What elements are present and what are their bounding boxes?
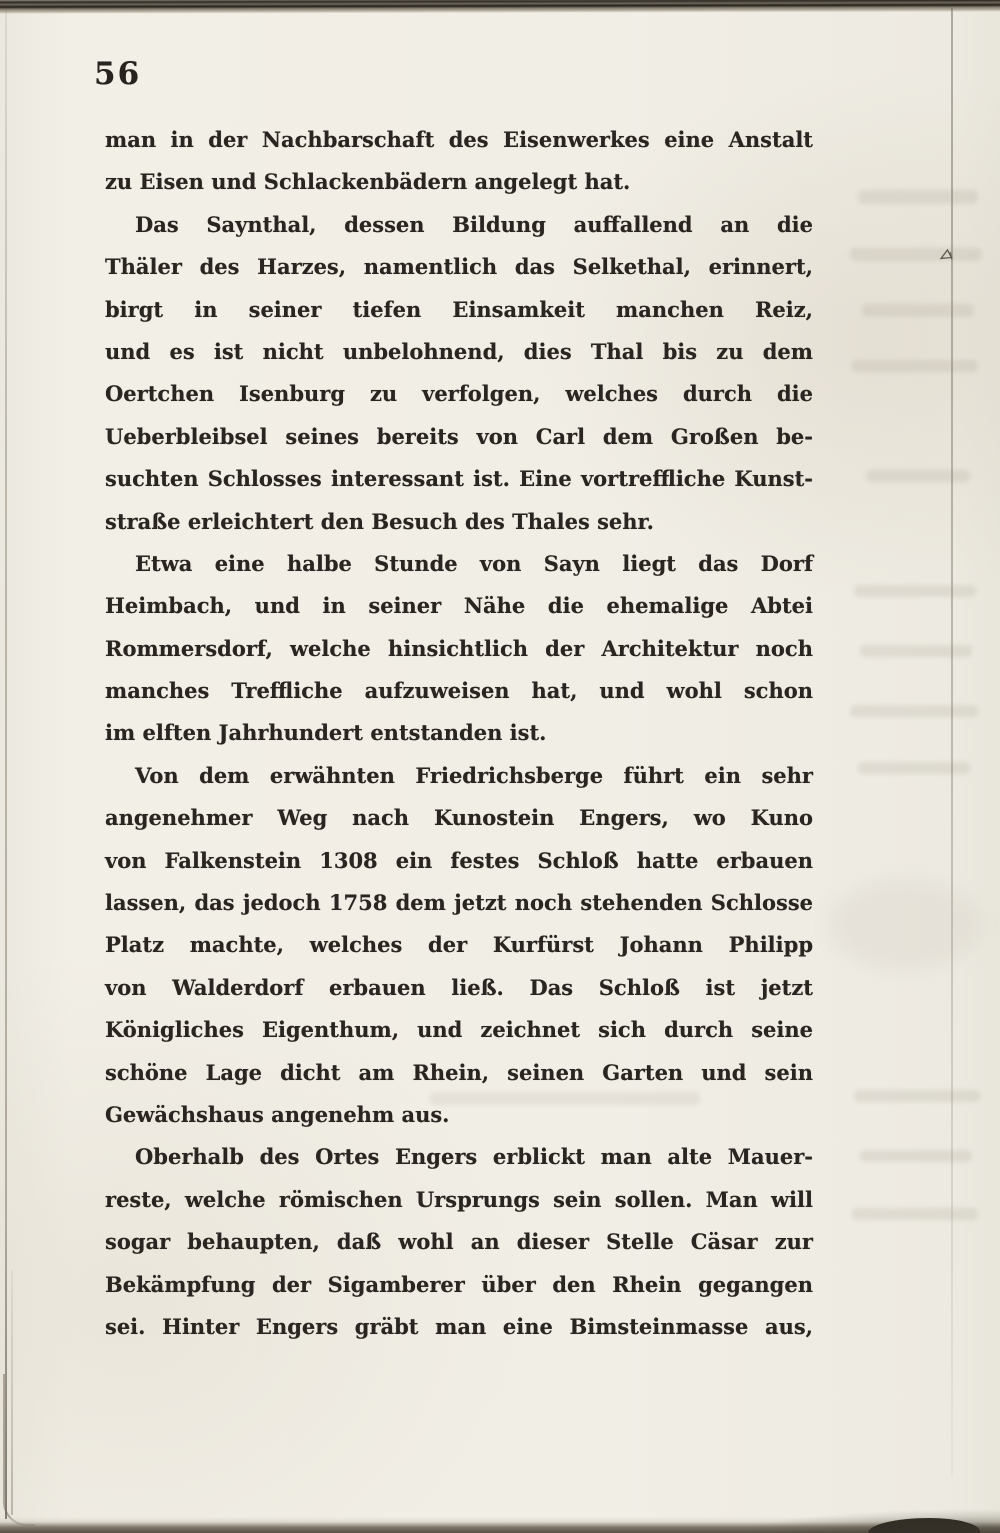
page-crease-line (951, 8, 953, 1478)
text-line: Platz machte, welches der Kurfürst Johann Philipp (105, 932, 813, 958)
bleed-through-smudge (866, 470, 970, 482)
text-line: manches Treffliche aufzuweisen hat, und wohl schon (105, 678, 813, 704)
text-line: lassen, das jedoch 1758 dem jetzt noch stehenden Schlosse (105, 890, 813, 916)
scan-bottom-shadow (740, 1509, 1000, 1533)
bleed-through-smudge (860, 1150, 972, 1162)
page-number: 56 (94, 56, 142, 92)
text-line: schöne Lage dicht am Rhein, seinen Garten und sein (105, 1059, 813, 1085)
text-line: man in der Nachbarschaft des Eisenwerkes eine Anstalt (105, 127, 813, 152)
text-line: reste, welche römischen Ursprungs sein sollen. Man will (105, 1186, 813, 1212)
text-line: von Falkenstein 1308 ein festes Schloß hatte erbauen (105, 847, 813, 873)
text-line: Heimbach, und in seiner Nähe die ehemalige Abtei (105, 593, 813, 619)
text-line: Etwa eine halbe Stunde von Sayn liegt das Dorf (135, 550, 813, 576)
bleed-through-smudge (862, 304, 974, 317)
bleed-through-smudge (854, 1090, 980, 1102)
body-text (105, 119, 813, 1348)
text-line: Rommersdorf, welche hinsichtlich der Architektur noch (105, 635, 813, 661)
text-line: sogar behaupten, daß wohl an dieser Stelle Cäsar zur (105, 1229, 813, 1255)
text-line: von Walderdorf erbauen ließ. Das Schloß ist jetzt (105, 974, 813, 1000)
text-line: Bekämpfung der Sigamberer über den Rhein gegangen (105, 1271, 813, 1297)
text-line: Gewächshaus angenehm aus. (105, 1101, 450, 1127)
bleed-through-smudge (852, 1208, 978, 1220)
text-line: Thäler des Harzes, namentlich das Selkethal, erinnert, (105, 254, 813, 280)
text-line: zu Eisen und Schlackenbädern angelegt hat. (105, 169, 631, 195)
text-line: und es ist nicht unbelohnend, dies Thal bis zu dem (105, 338, 813, 364)
text-line: suchten Schlosses interessant ist. Eine vortreffliche Kunst- (105, 466, 813, 492)
paper-stain (830, 880, 980, 970)
text-line: straße erleichtert den Besuch des Thales sehr. (105, 508, 654, 534)
text-line: Von dem erwähnten Friedrichsberge führt ein sehr (135, 762, 813, 788)
text-line: Das Saynthal, dessen Bildung auffallend an die (135, 211, 813, 237)
text-line: im elften Jahrhundert entstanden ist. (105, 720, 547, 746)
bleed-through-smudge (850, 248, 982, 261)
scan-top-edge (0, 0, 1000, 14)
page-left-edge-line (5, 10, 7, 1519)
bleed-through-smudge (850, 705, 978, 717)
bleed-through-smudge (854, 585, 976, 597)
bleed-through-smudge (852, 360, 978, 372)
text-line: angenehmer Weg nach Kunostein Engers, wo Kuno (105, 805, 813, 831)
text-line: sei. Hinter Engers gräbt man eine Bimsteinmasse aus, (105, 1313, 813, 1339)
text-line: Oberhalb des Ortes Engers erblickt man alte Mauer- (135, 1144, 813, 1170)
bleed-through-smudge (860, 645, 972, 657)
text-line: Königliches Eigenthum, und zeichnet sich durch seine (105, 1017, 813, 1043)
text-line: birgt in seiner tiefen Einsamkeit manchen Reiz, (105, 296, 813, 322)
bleed-through-smudge (858, 190, 978, 204)
text-line: Oertchen Isenburg zu verfolgen, welches durch die (105, 381, 813, 407)
bleed-through-smudge (858, 762, 970, 774)
page-corner-curve (3, 1374, 35, 1526)
text-line: Ueberbleibsel seines bereits von Carl dem Großen be- (105, 423, 813, 449)
